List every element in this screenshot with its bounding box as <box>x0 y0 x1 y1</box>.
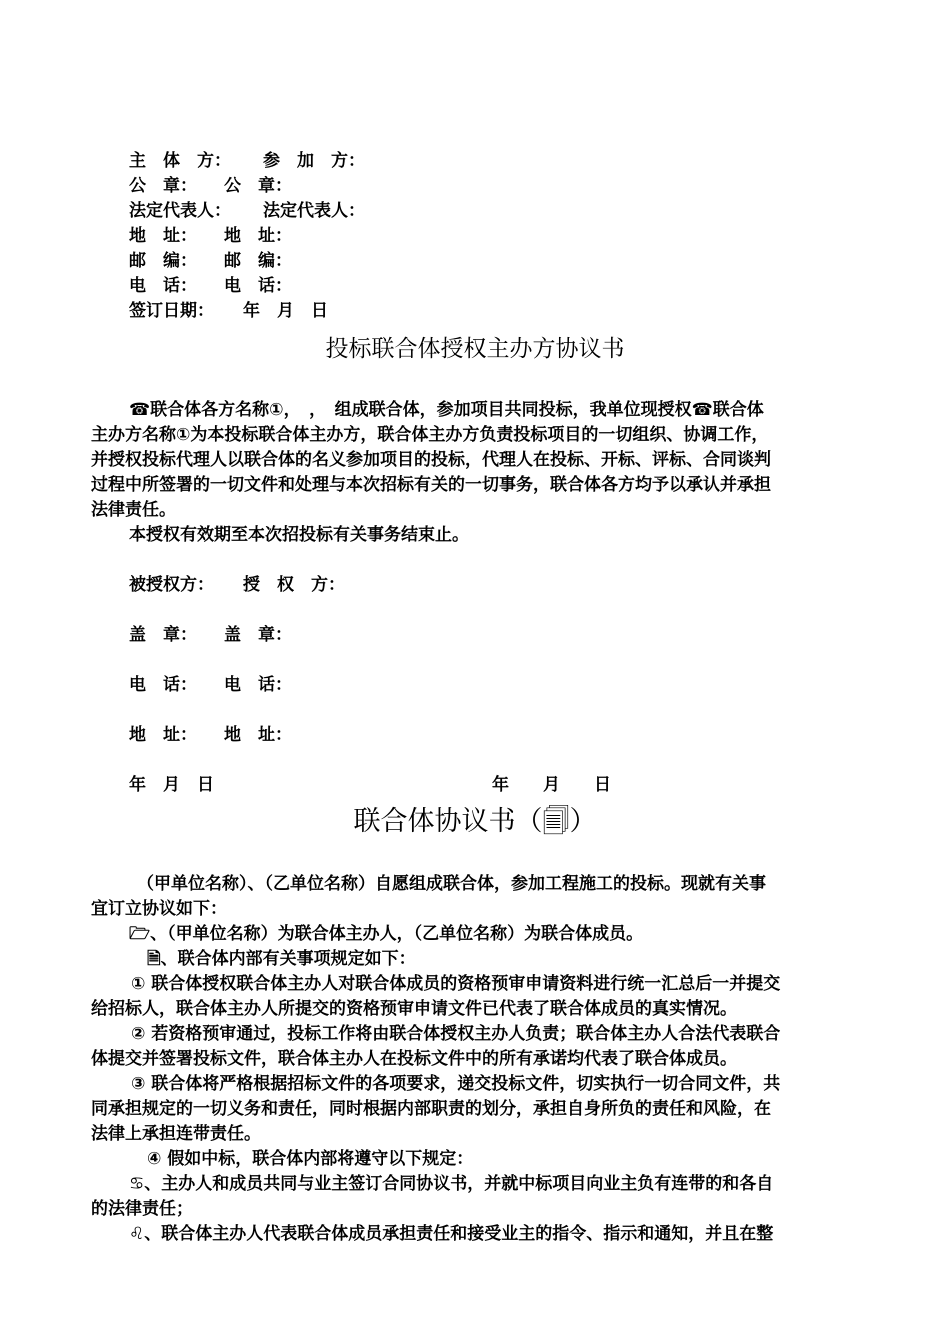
section1-para1-line5: 法律责任。 <box>91 500 176 520</box>
section2-s4a-line1: ♋、主办人和成员共同与业主签订合同协议书，并就中标项目向业主负有连带的和各自 <box>129 1174 774 1194</box>
header-label-rep-b: 法定代表人： <box>263 201 365 221</box>
sign-row-stamp <box>129 623 829 648</box>
header-label-signing-date: 签订日期： <box>129 301 214 321</box>
header-row-party <box>129 149 829 174</box>
sign-date-a: 年 月 日 <box>129 775 214 795</box>
header-date-value: 年 月 日 <box>243 301 328 321</box>
sign-label-stamp-b: 盖 章： <box>224 625 292 645</box>
header-label-main-party: 主 体 方： <box>129 151 231 171</box>
section1-para1-line2: 主办方名称①为本投标联合体主办方，联合体主办方负责投标项目的一切组织、协调工作， <box>91 425 769 445</box>
header-label-rep-a: 法定代表人： <box>129 201 231 221</box>
sign-label-stamp-a: 盖 章： <box>129 625 197 645</box>
sign-row-phone <box>129 673 829 698</box>
section2-intro-line2: 宜订立协议如下： <box>91 899 227 919</box>
header-label-seal-a: 公 章： <box>129 176 197 196</box>
header-label-address-b: 地 址： <box>224 226 292 246</box>
header-row-address <box>129 224 829 249</box>
section1-para1-line1: ☎联合体各方名称①， ， 组成联合体，参加项目共同投标，我单位现授权☎联合体 <box>129 400 764 420</box>
section1-title: 投标联合体授权主办方协议书 <box>325 336 625 362</box>
header-row-postcode <box>129 249 829 274</box>
header-row-representative <box>129 199 829 224</box>
section2-sub2-line2: 体提交并签署投标文件，联合体主办人在投标文件中的所有承诺均代表了联合体成员。 <box>91 1049 737 1069</box>
header-label-joining-party: 参 加 方： <box>263 151 365 171</box>
section2-sub4: ④ 假如中标，联合体内部将遵守以下规定： <box>147 1149 474 1169</box>
section2-sub3-line1: ③ 联合体将严格根据招标文件的各项要求，递交投标文件，切实执行一切合同文件，共 <box>131 1074 781 1094</box>
section2-item1: 🗁、（甲单位名称）为联合体主办人，（乙单位名称）为联合体成员。 <box>129 924 644 944</box>
section2-s4b-line1: ♌、联合体主办人代表联合体成员承担责任和接受业主的指令、指示和通知，并且在整 <box>129 1224 774 1244</box>
section2-item2: 🗎、联合体内部有关事项规定如下： <box>147 949 416 969</box>
sign-label-authorized: 被授权方： <box>129 575 214 595</box>
sign-label-address-b: 地 址： <box>224 725 292 745</box>
section2-sub3-line3: 法律上承担连带责任。 <box>91 1124 261 1144</box>
section2-sub2-line1: ② 若资格预审通过，投标工作将由联合体授权主办人负责；联合体主办人合法代表联合 <box>131 1024 781 1044</box>
sign-row-parties <box>129 573 829 598</box>
header-row-signing-date <box>129 299 829 324</box>
section2-sub1-line1: ① 联合体授权联合体主办人对联合体成员的资格预审申请资料进行统一汇总后一并提交 <box>131 974 781 994</box>
sign-row-date <box>129 773 829 798</box>
header-label-postcode-a: 邮 编： <box>129 251 197 271</box>
header-label-address-a: 地 址： <box>129 226 197 246</box>
section1-para1-line3: 并授权投标代理人以联合体的名义参加项目的投标，代理人在投标、开标、评标、合同谈判 <box>91 450 771 470</box>
header-row-seal <box>129 174 829 199</box>
sign-label-phone-b: 电 话： <box>224 675 292 695</box>
section2-intro-line1: （甲单位名称）、（乙单位名称）自愿组成联合体，参加工程施工的投标。现就有关事 <box>137 874 766 894</box>
sign-row-address <box>129 723 829 748</box>
header-label-phone-a: 电 话： <box>129 276 197 296</box>
section2-sub3-line2: 同承担规定的一切义务和责任，同时根据内部职责的划分，承担自身所负的责任和风险，在 <box>91 1099 771 1119</box>
sign-label-phone-a: 电 话： <box>129 675 197 695</box>
section1-para2: 本授权有效期至本次招投标有关事务结束止。 <box>129 525 469 545</box>
sign-date-b: 年 月 日 <box>492 775 611 795</box>
header-label-phone-b: 电 话： <box>224 276 292 296</box>
sign-label-authorizer: 授 权 方： <box>243 575 345 595</box>
header-label-postcode-b: 邮 编： <box>224 251 292 271</box>
header-label-seal-b: 公 章： <box>224 176 292 196</box>
header-row-phone <box>129 274 829 299</box>
section2-title: 联合体协议书（🗐） <box>353 806 597 837</box>
section1-para1-line4: 过程中所签署的一切文件和处理与本次招标有关的一切事务，联合体各方均予以承认并承担 <box>91 475 771 495</box>
sign-label-address-a: 地 址： <box>129 725 197 745</box>
section2-s4a-line2: 的法律责任； <box>91 1199 193 1219</box>
section2-sub1-line2: 给招标人，联合体主办人所提交的资格预审申请文件已代表了联合体成员的真实情况。 <box>91 999 737 1019</box>
